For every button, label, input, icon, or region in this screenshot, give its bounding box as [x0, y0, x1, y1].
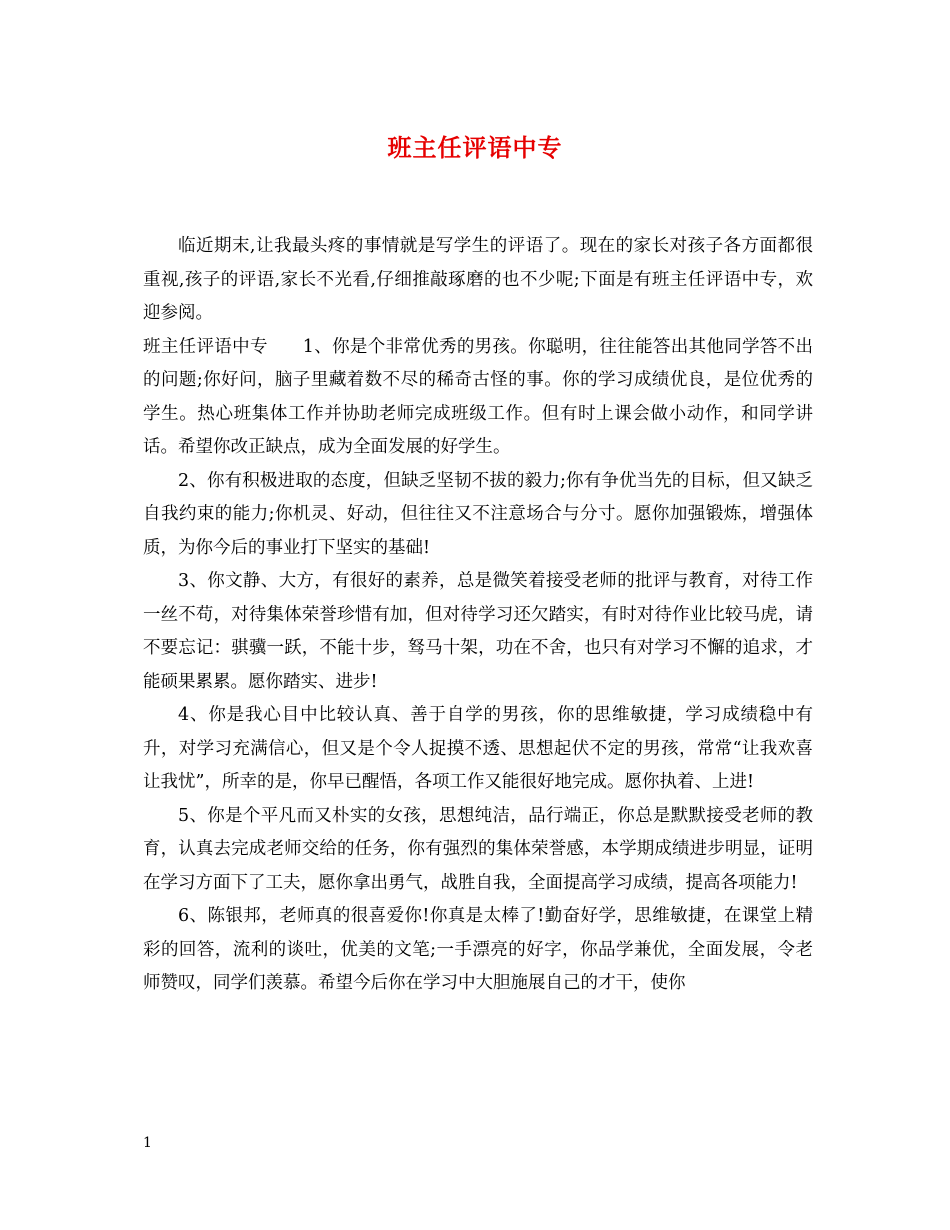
comment-text-1: 1、你是个非常优秀的男孩。你聪明，往往能答出其他同学答不出的问题;你好问，脑子里藏着数不尽的稀奇古怪的事。你的学习成绩优良，是位优秀的学生。热心班集体工作并协助老师完成班级工作。但有时上课会做小动作，和同学讲话。希望你改正缺点，成为全面发展的好学生。 — [143, 336, 814, 457]
page-number: 1 — [143, 1135, 152, 1151]
document-title: 班主任评语中专 — [387, 133, 563, 162]
comment-paragraph-4: 4、你是我心目中比较认真、善于自学的男孩，你的思维敏捷，学习成绩稳中有升，对学习充满信心，但又是个令人捉摸不透、思想起伏不定的男孩，常常“让我欢喜让我忧”，所幸的是，你早已醒悟，各项工作又能很好地完成。愿你执着、上进! — [143, 705, 813, 792]
document-body — [143, 230, 813, 1001]
section-heading: 班主任评语中专 — [143, 336, 268, 357]
section-heading-spacer — [268, 337, 303, 357]
comment-paragraph-5: 5、你是个平凡而又朴实的女孩，思想纯洁，品行端正，你总是默默接受老师的教育，认真去完成老师交给的任务，你有强烈的集体荣誉感，本学期成绩进步明显，证明在学习方面下了工夫，愿你拿出勇气，战胜自我，全面提高学习成绩，提高各项能力! — [143, 805, 813, 893]
comment-paragraph-2: 2、你有积极进取的态度，但缺乏坚韧不拔的毅力;你有争优当先的目标，但又缺乏自我约束的能力;你机灵、好动，但往往又不注意场合与分寸。愿你加强锻炼，增强体质，为你今后的事业打下坚实的基础! — [143, 470, 813, 558]
intro-paragraph: 临近期末,让我最头疼的事情就是写学生的评语了。现在的家长对孩子各方面都很重视,孩子的评语,家长不光看,仔细推敲琢磨的也不少呢;下面是有班主任评语中专，欢迎参阅。 — [143, 236, 813, 323]
comment-paragraph-3: 3、你文静、大方，有很好的素养，总是微笑着接受老师的批评与教育，对待工作一丝不苟，对待集体荣誉珍惜有加，但对待学习还欠踏实，有时对待作业比较马虎，请不要忘记：骐骥一跃，不能十步，驽马十架，功在不舍，也只有对学习不懈的追求，才能硕果累累。愿你踏实、进步! — [143, 571, 813, 692]
comment-paragraph-6: 6、陈银邦，老师真的很喜爱你!你真是太棒了!勤奋好学，思维敏捷，在课堂上精彩的回答，流利的谈吐，优美的文笔;一手漂亮的好字，你品学兼优，全面发展，令老师赞叹，同学们羡慕。希望今后你在学习中大胆施展自己的才干，使你 — [143, 906, 813, 993]
comment-paragraph-1 — [143, 331, 813, 465]
